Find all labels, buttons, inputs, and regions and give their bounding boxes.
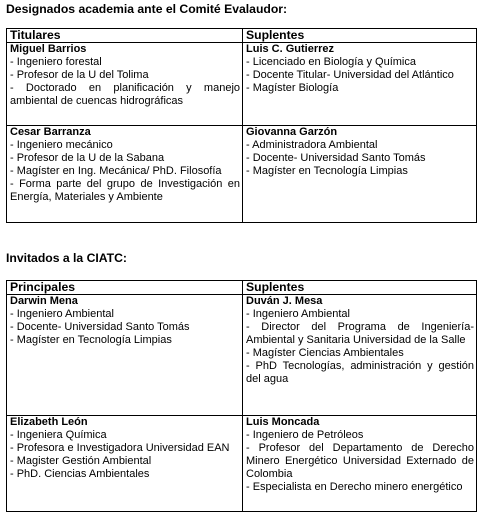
member-detail: - Ingeniero Ambiental — [246, 308, 350, 320]
member-cell — [7, 43, 243, 126]
member-name: Duván J. Mesa — [246, 295, 323, 307]
member-detail: - Ingeniero de Petróleos — [246, 429, 364, 441]
member-name: Cesar Barranza — [10, 126, 91, 138]
member-cell — [7, 416, 243, 512]
member-detail: - Magíster en Tecnología Limpias — [246, 165, 408, 177]
member-detail: - Profesor de la U del Tolima — [10, 69, 149, 81]
table-row — [7, 43, 477, 126]
section-title-designados: Designados academia ante el Comité Evalaudor: — [6, 2, 288, 16]
member-detail: - Docente Titular- Universidad del Atlántico — [246, 69, 454, 81]
member-name: Darwin Mena — [10, 295, 78, 307]
member-detail: - Magíster en Tecnología Limpias — [10, 334, 172, 346]
member-cell — [243, 126, 477, 223]
member-cell — [243, 295, 477, 416]
table-row — [7, 126, 477, 223]
member-detail: - Profesora e Investigadora Universidad EAN — [10, 442, 230, 454]
member-detail: - Magíster Biología — [246, 82, 339, 94]
column-header-titulares: Titulares — [7, 29, 243, 43]
table-row — [7, 416, 477, 512]
member-detail: - Doctorado en planificación y manejo ambiental de cuencas hidrográficas — [10, 82, 240, 107]
member-detail: - Administradora Ambiental — [246, 139, 378, 151]
member-detail: - Especialista en Derecho minero energético — [246, 481, 463, 493]
section-title-invitados: Invitados a la CIATC: — [6, 251, 127, 265]
table-row — [7, 295, 477, 416]
member-name: Luis C. Gutierrez — [246, 43, 335, 55]
table-header-row — [7, 29, 477, 43]
member-name: Elizabeth León — [10, 416, 88, 428]
member-detail: - Ingeniera Química — [10, 429, 107, 441]
member-cell — [7, 126, 243, 223]
member-cell — [243, 43, 477, 126]
member-detail: - Magíster en Ing. Mecánica/ PhD. Filosofía — [10, 165, 222, 177]
member-detail: - Magister Gestión Ambiental — [10, 455, 152, 467]
member-detail: - Director del Programa de Ingeniería-Ambiental y Sanitaria Universidad de la Salle — [246, 321, 474, 346]
member-detail: - Ingeniero forestal — [10, 56, 102, 68]
member-detail: - Magíster Ciencias Ambientales — [246, 347, 404, 359]
member-name: Miguel Barrios — [10, 43, 87, 55]
table-header-row — [7, 281, 477, 295]
member-detail: - Profesor del Departamento de Derecho Minero Energético Universidad Externado de Colombia — [246, 442, 474, 480]
titulares-suplentes-table — [6, 28, 477, 223]
member-detail: - Docente- Universidad Santo Tomás — [10, 321, 190, 333]
column-header-principales: Principales — [7, 281, 243, 295]
member-name: Giovanna Garzón — [246, 126, 338, 138]
member-detail: - Ingeniero mecánico — [10, 139, 113, 151]
member-cell — [243, 416, 477, 512]
column-header-suplentes: Suplentes — [243, 281, 477, 295]
member-detail: - Forma parte del grupo de Investigación en Energía, Materiales y Ambiente — [10, 178, 240, 203]
column-header-suplentes: Suplentes — [243, 29, 477, 43]
member-detail: - Licenciado en Biología y Química — [246, 56, 416, 68]
member-detail: - Docente- Universidad Santo Tomás — [246, 152, 426, 164]
member-detail: - Ingeniero Ambiental — [10, 308, 114, 320]
member-detail: - PhD Tecnologías, administración y gestión del agua — [246, 360, 474, 385]
member-name: Luis Moncada — [246, 416, 320, 428]
member-detail: - PhD. Ciencias Ambientales — [10, 468, 150, 480]
member-cell — [7, 295, 243, 416]
principales-suplentes-table — [6, 280, 477, 512]
member-detail: - Profesor de la U de la Sabana — [10, 152, 165, 164]
